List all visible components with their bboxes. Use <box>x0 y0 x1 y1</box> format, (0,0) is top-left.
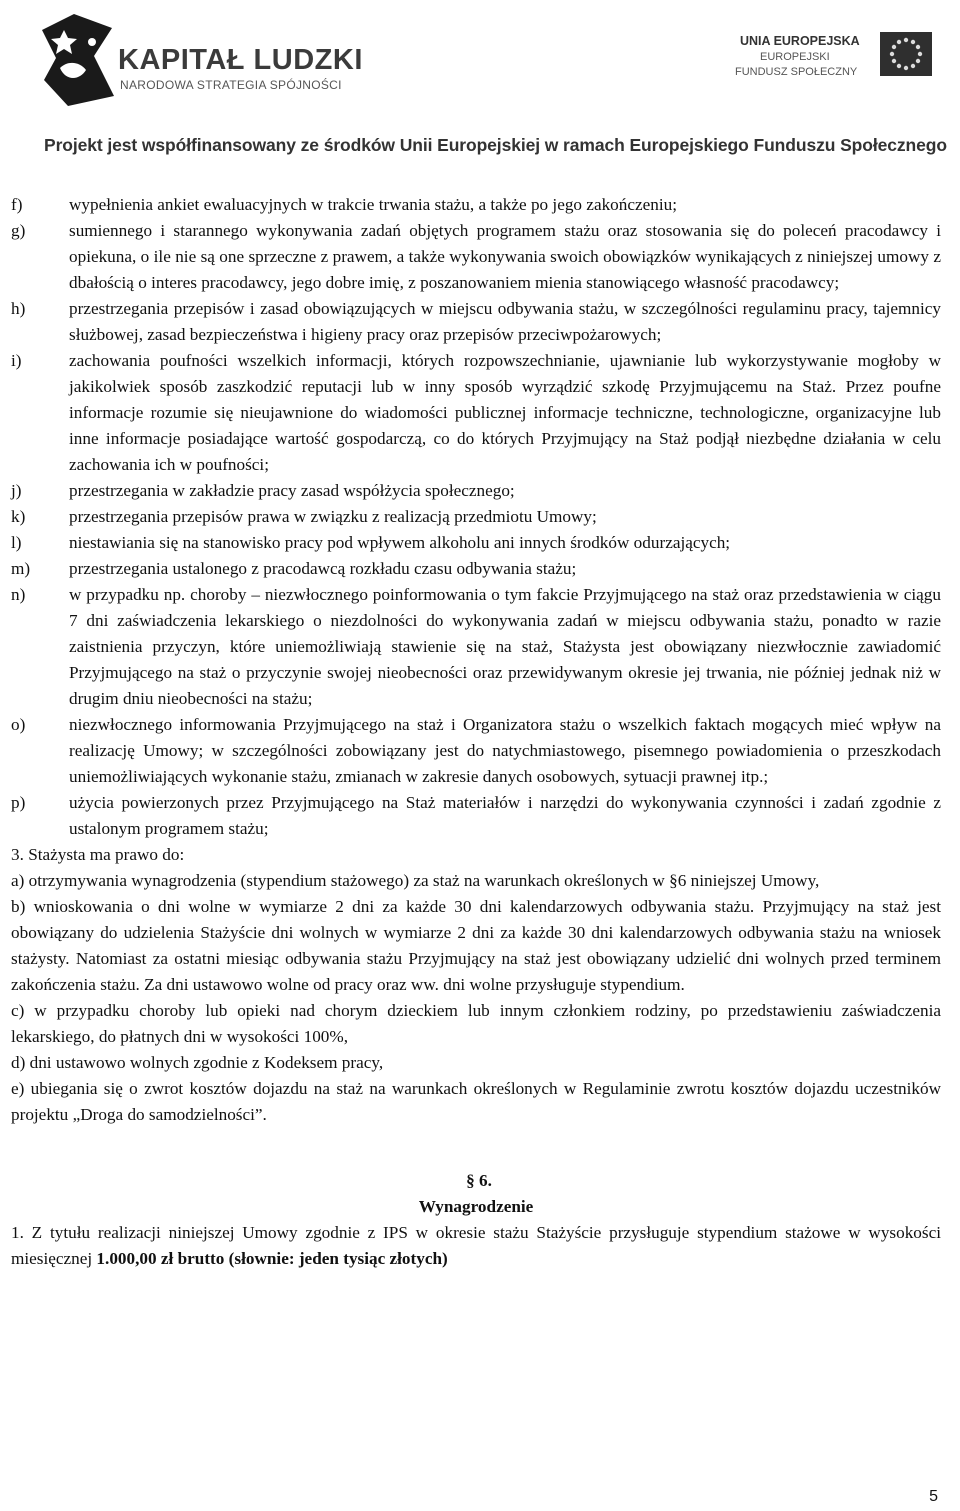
list-item-text: niestawiania się na stanowisko pracy pod wpływem alkoholu ani innych środków odurzających; <box>69 533 731 552</box>
section-3-point-e: e) ubiegania się o zwrot kosztów dojazdu na staż na warunkach określonych w Regulaminie zwrotu kosztów dojazdu uczestników projektu „Droga do samodzielności”. <box>11 1079 941 1124</box>
list-item <box>11 712 941 790</box>
eu-line-3: FUNDUSZ SPOŁECZNY <box>735 66 858 78</box>
list-item <box>11 296 941 348</box>
list-item <box>11 504 941 530</box>
list-item <box>11 348 941 478</box>
list-item <box>11 790 941 842</box>
list-item-label: p) <box>11 793 26 812</box>
list-item-label: h) <box>11 299 26 318</box>
section-6-title: Wynagrodzenie <box>418 1197 534 1216</box>
section-6-paragraph-1 <box>11 1220 941 1272</box>
cofinancing-note: Projekt jest współfinansowany ze środków Unii Europejskiej w ramach Europejskiego Funduszu Społecznego <box>44 135 947 155</box>
obligations-list <box>11 192 941 842</box>
list-item-label: n) <box>11 585 26 604</box>
list-item-text: użycia powierzonych przez Przyjmującego na Staż materiałów i narzędzi do wykonywania czynności i zadań zgodnie z ustalonym programem stażu; <box>69 793 941 838</box>
kapital-ludzki-subtitle: NARODOWA STRATEGIA SPÓJNOŚCI <box>120 78 342 92</box>
list-item <box>11 556 941 582</box>
section-3-point-c: c) w przypadku choroby lub opieki nad chorym dzieckiem lub innym członkiem rodziny, po przedstawieniu zaświadczenia lekarskiego, do płatnych dni w wysokości 100%, <box>11 1001 941 1046</box>
page-header <box>0 0 960 168</box>
list-item-label: k) <box>11 507 26 526</box>
list-item-label: m) <box>11 559 31 578</box>
list-item-text: w przypadku np. choroby – niezwłocznego poinformowania o tym fakcie Przyjmującego na staż oraz przedstawienia w ciągu 7 dni zaświadczenia lekarskiego o niezdolności do wykonywania zadań w miejscu odbywania stażu, ponadto w razie zaistnienia przyczyn, które uniemożliwiają stawienie się na staż, Stażysta jest obowiązany niezwłocznie zawiadomić Przyjmującego na staż o przyczynie swojej nieobecności oraz przewidywanym okresie jej trwania, nie później jednak niż w drugim dniu nieobecności na stażu; <box>69 585 941 708</box>
list-item <box>11 192 941 218</box>
eu-line-1: UNIA EUROPEJSKA <box>740 34 860 48</box>
eu-logo <box>730 20 930 90</box>
list-item-text: przestrzegania ustalonego z pracodawcą rozkładu czasu odbywania stażu; <box>69 559 577 578</box>
section-3-intro: 3. Stażysta ma prawo do: <box>11 845 185 864</box>
list-item-text: przestrzegania w zakładzie pracy zasad współżycia społecznego; <box>69 481 515 500</box>
section-3-point-b: b) wnioskowania o dni wolne w wymiarze 2 dni za każde 30 dni kalendarzowych odbywania stażu. Przyjmujący na staż jest obowiązany do udzielenia Stażyście dni wolnych w wymiarze 2 dni za każde 30 dni kalendarzowych odbywania stażu na wniosek stażysty. Natomiast za ostatni miesiąc odbywania stażu Przyjmujący na staż jest obowiązany udzielić dni wolnych przed terminem zakończenia stażu. Za dni ustawowo wolne od pracy oraz ww. dni wolne przysługuje stypendium. <box>11 897 941 994</box>
eu-line-2: EUROPEJSKI <box>760 51 830 63</box>
kapital-ludzki-logo <box>34 10 363 110</box>
list-item-label: o) <box>11 715 26 734</box>
list-item-text: wypełnienia ankiet ewaluacyjnych w trakcie trwania stażu, a także po jego zakończeniu; <box>69 195 677 214</box>
list-item-text: zachowania poufności wszelkich informacji, których rozpowszechnianie, ujawnianie lub wykorzystywanie mogłoby w jakikolwiek sposób zaszkodzić reputacji lub w inny sposób wyrządzić szkodę Przyjmującemu na Staż. Przez poufne informacje rozumie się nieujawnione do wiadomości publicznej informacje techniczne, technologiczne, organizacyjne lub inne informacje posiadające wartość gospodarczą, co do których Przyjmujący na Staż podjął niezbędne działania w celu zachowania ich w poufności; <box>69 351 941 474</box>
kapital-ludzki-emblem-icon <box>34 10 124 110</box>
list-item-label: i) <box>11 351 22 370</box>
page-number: 5 <box>929 1488 938 1505</box>
document-body <box>11 192 941 1272</box>
list-item <box>11 530 941 556</box>
list-item-text: niezwłocznego informowania Przyjmującego na staż i Organizatora stażu o wszelkich faktach mogących mieć wpływ na realizację Umowy; w szczególności zobowiązany jest do natychmiastowego, pisemnego powiadomienia o przeszkodach uniemożliwiających wykonanie stażu, zmianach w zakresie danych osobowych, sytuacji prawnej itp.; <box>69 715 941 786</box>
salary-amount: 1.000,00 zł brutto (słownie: jeden tysiąc złotych) <box>96 1249 448 1268</box>
list-item-label: l) <box>11 533 22 552</box>
section-6-paragraph-1-text: 1. Z tytułu realizacji niniejszej Umowy zgodnie z IPS w okresie stażu Stażyście przysługuje stypendium stażowe w wysokości miesięcznej <box>11 1223 941 1268</box>
section-3-point-d: d) dni ustawowo wolnych zgodnie z Kodeksem pracy, <box>11 1053 384 1072</box>
list-item <box>11 218 941 296</box>
kapital-ludzki-title: KAPITAŁ LUDZKI <box>118 44 363 76</box>
section-6-number: § 6. <box>466 1171 492 1190</box>
eu-flag-icon <box>878 26 934 82</box>
list-item-text: przestrzegania przepisów prawa w związku z realizacją przedmiotu Umowy; <box>69 507 597 526</box>
list-item-text: przestrzegania przepisów i zasad obowiązujących w miejscu odbywania stażu, w szczególności regulaminu pracy, tajemnicy służbowej, zasad bezpieczeństwa i higieny pracy oraz przepisów przeciwpożarowych; <box>69 299 941 344</box>
list-item-label: g) <box>11 221 26 240</box>
list-item <box>11 582 941 712</box>
list-item-label: j) <box>11 481 22 500</box>
section-3-point-a: a) otrzymywania wynagrodzenia (stypendium stażowego) za staż na warunkach określonych w §6 niniejszej Umowy, <box>11 871 820 890</box>
list-item-label: f) <box>11 195 23 214</box>
list-item-text: sumiennego i starannego wykonywania zadań objętych programem stażu oraz stosowania się do poleceń pracodawcy i opiekuna, o ile nie są one sprzeczne z prawem, a także wykonywania swoich obowiązków wynikających z niniejszej umowy z dbałością o interes pracodawcy, jego dobre imię, z poszanowaniem mienia stanowiącego własność pracodawcy; <box>69 221 941 292</box>
list-item <box>11 478 941 504</box>
